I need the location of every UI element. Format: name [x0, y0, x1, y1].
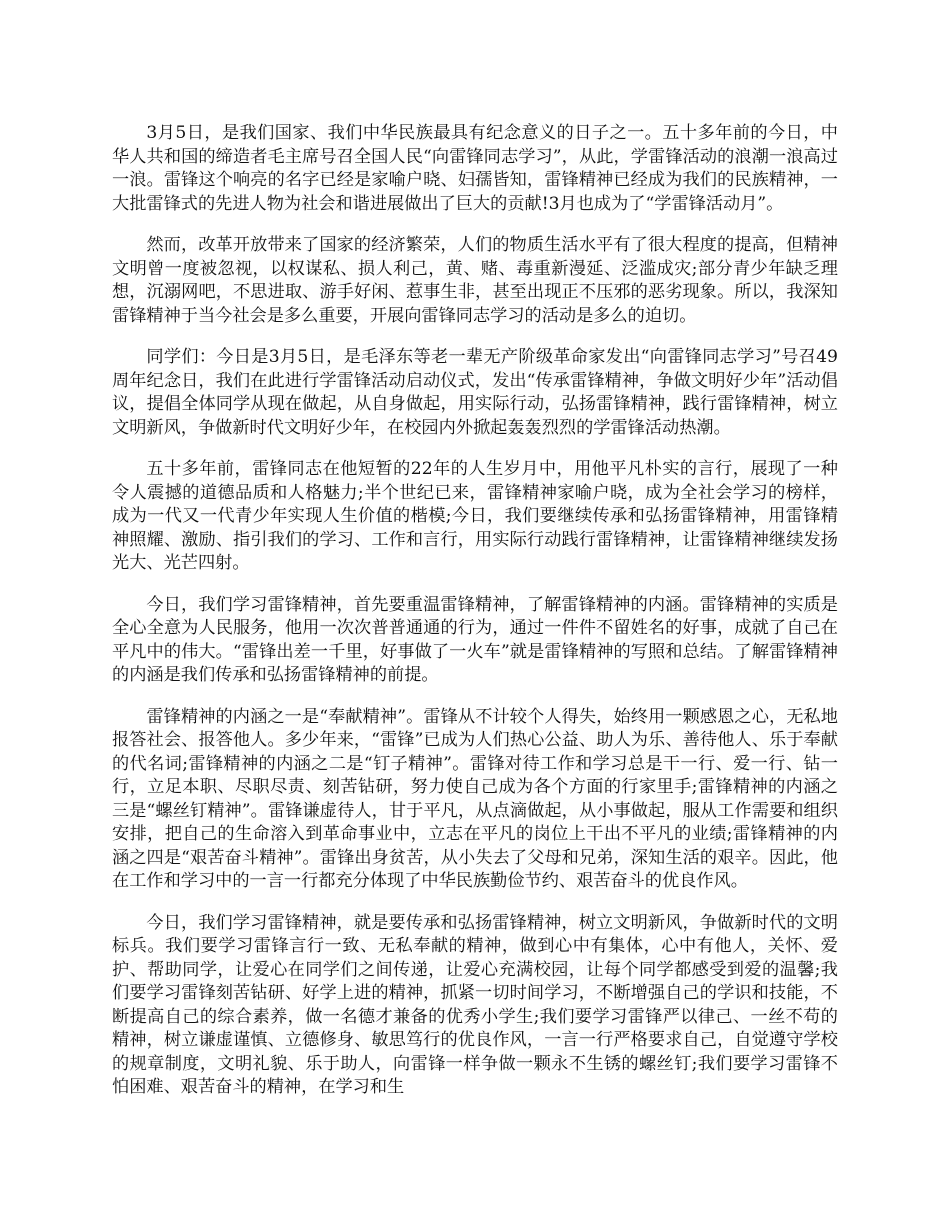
paragraph-connotations: 雷锋精神的内涵之一是“奉献精神”。雷锋从不计较个人得失，始终用一颗感恩之心，无私地报答社会、报答他人。多少年来，“雷锋”已成为人们热心公益、助人为乐、善待他人、乐于奉献的代名词;雷锋精神的内涵之二是“钉子精神”。雷锋对待工作和学习总是干一行、爱一行、钻一行，立足本职、尽职尽责、刻苦钻研，努力使自己成为各个方面的行家里手;雷锋精神的内涵之三是“螺丝钉精神”。雷锋谦虚待人，甘于平凡，从点滴做起，从小事做起，服从工作需要和组织安排，把自己的生命溶入到革命事业中，立志在平凡的岗位上干出不平凡的业绩;雷锋精神的内涵之四是“艰苦奋斗精神”。雷锋出身贫苦，从小失去了父母和兄弟，深知生活的艰辛。因此，他在工作和学习中的一言一行都充分体现了中华民族勤俭节约、艰苦奋斗的优良作风。 — [112, 706, 838, 891]
document-page — [112, 122, 838, 1118]
paragraph-today-learning: 今日，我们学习雷锋精神，就是要传承和弘扬雷锋精神，树立文明新风，争做新时代的文明标兵。我们要学习雷锋言行一致、无私奉献的精神，做到心中有集体，心中有他人，关怀、爱护、帮助同学，让爱心在同学们之间传递，让爱心充满校园，让每个同学都感受到爱的温馨;我们要学习雷锋刻苦钻研、好学上进的精神，抓紧一切时间学习，不断增强自己的学识和技能，不断提高自己的综合素养，做一名德才兼备的优秀小学生;我们要学习雷锋严以律己、一丝不苟的精神，树立谦虚谨慎、立德修身、敏思笃行的优良作风，一言一行严格要求自己，自觉遵守学校的规章制度，文明礼貌、乐于助人，向雷锋一样争做一颗永不生锈的螺丝钉;我们要学习雷锋不怕困难、艰苦奋斗的精神，在学习和生 — [112, 912, 838, 1097]
paragraph-essence: 今日，我们学习雷锋精神，首先要重温雷锋精神，了解雷锋精神的内涵。雷锋精神的实质是全心全意为人民服务，他用一次次普普通通的行为，通过一件件不留姓名的好事，成就了自己在平凡中的伟大。“雷锋出差一千里，好事做了一火车”就是雷锋精神的写照和总结。了解雷锋精神的内涵是我们传承和弘扬雷锋精神的前提。 — [112, 594, 838, 685]
paragraph-reform: 然而，改革开放带来了国家的经济繁荣，人们的物质生活水平有了很大程度的提高，但精神文明曾一度被忽视，以权谋私、损人利己，黄、赌、毒重新漫延、泛滥成灾;部分青少年缺乏理想，沉溺网吧，不思进取、游手好闲、惹事生非，甚至出现正不压邪的恶劣现象。所以，我深知雷锋精神于当今社会是多么重要，开展向雷锋同志学习的活动是多么的迫切。 — [112, 235, 838, 326]
paragraph-march-5: 3月5日，是我们国家、我们中华民族最具有纪念意义的日子之一。五十多年前的今日，中华人共和国的缔造者毛主席号召全国人民“向雷锋同志学习”，从此，学雷锋活动的浪潮一浪高过一浪。雷锋这个响亮的名字已经是家喻户晓、妇孺皆知，雷锋精神已经成为我们的民族精神，一大批雷锋式的先进人物为社会和谐进展做出了巨大的贡献!3月也成为了“学雷锋活动月”。 — [112, 123, 838, 214]
paragraph-students: 同学们：今日是3月5日，是毛泽东等老一辈无产阶级革命家发出“向雷锋同志学习”号召49周年纪念日，我们在此进行学雷锋活动启动仪式，发出“传承雷锋精神，争做文明好少年”活动倡议，提倡全体同学从现在做起，从自身做起，用实际行动，弘扬雷锋精神，践行雷锋精神，树立文明新风，争做新时代文明好少年，在校园内外掀起轰轰烈烈的学雷锋活动热潮。 — [112, 347, 838, 438]
paragraph-fifty-years: 五十多年前，雷锋同志在他短暂的22年的人生岁月中，用他平凡朴实的言行，展现了一种令人震撼的道德品质和人格魅力;半个世纪已来，雷锋精神家喻户晓，成为全社会学习的榜样，成为一代又一代青少年实现人生价值的楷模;今日，我们要继续传承和弘扬雷锋精神，用雷锋精神照耀、激励、指引我们的学习、工作和言行，用实际行动践行雷锋精神，让雷锋精神继续发扬光大、光芒四射。 — [112, 459, 838, 573]
